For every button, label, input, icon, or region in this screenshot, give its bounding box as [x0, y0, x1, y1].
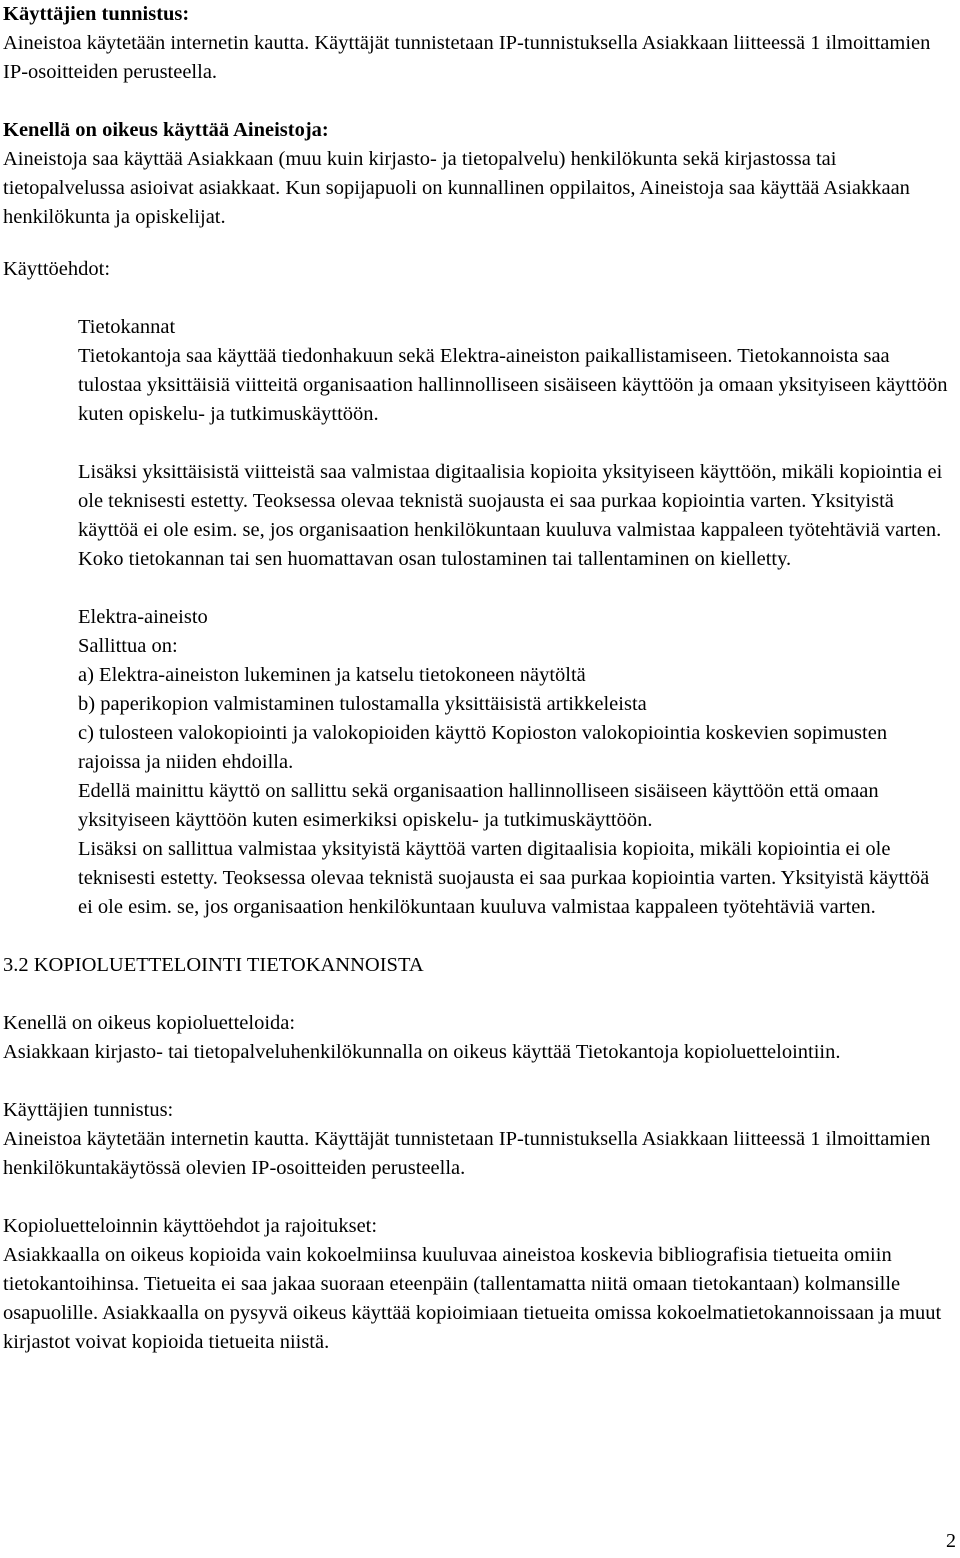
databases-heading: Tietokannat: [78, 316, 176, 338]
elektra-paragraph-1: Edellä mainittu käyttö on sallittu sekä organisaation hallinnolliseen sisäiseen käyttöön että omaan yksityiseen käyttöön kuten esimerkiksi opiskelu- ja tutkimuskäyttöön.: [78, 780, 879, 831]
copy-cataloguing-rights-heading: Kenellä on oikeus kopioluetteloida:: [3, 1012, 296, 1034]
databases-paragraph-2: Lisäksi yksittäisistä viitteistä saa valmistaa digitaalisia kopioita yksityiseen käyttöön, mikäli kopiointia ei ole teknisesti estetty. Teoksessa olevaa teknistä suojausta ei saa purkaa kopiointia varten. Yksityistä käyttöä ei ole esim. se, jos organisaation henkilökuntaan kuuluva valmistaa kappaleen työtehtäviä varten. Koko tietokannan tai sen huomattavan osan tulostaminen tai tallentaminen on kielletty.: [78, 461, 943, 570]
section-3-2-title: 3.2 KOPIOLUETTELOINTI TIETOKANNOISTA: [3, 954, 424, 976]
elektra-item-b: b) paperikopion valmistaminen tulostamalla yksittäisistä artikkeleista: [78, 693, 647, 715]
user-identification-heading-2: Käyttäjien tunnistus:: [3, 1099, 174, 1121]
user-identification-text: Aineistoa käytetään internetin kautta. Käyttäjät tunnistetaan IP-tunnistuksella Asiakkaan liitteessä 1 ilmoittamien IP-osoitteiden perusteella.: [3, 32, 931, 83]
usage-rights-heading: Kenellä on oikeus käyttää Aineistoja:: [3, 119, 329, 141]
user-identification-heading: Käyttäjien tunnistus:: [3, 3, 190, 25]
copy-cataloguing-terms-heading: Kopioluetteloinnin käyttöehdot ja rajoitukset:: [3, 1215, 378, 1237]
elektra-item-a: a) Elektra-aineiston lukeminen ja katselu tietokoneen näytöltä: [78, 664, 586, 686]
elektra-allowed-label: Sallittua on:: [78, 635, 178, 657]
databases-paragraph-1: Tietokantoja saa käyttää tiedonhakuun sekä Elektra-aineiston paikallistamiseen. Tietokannoista saa tulostaa yksittäisiä viitteitä organisaation hallinnolliseen sisäiseen käyttöön ja omaan yksityiseen käyttöön kuten opiskelu- ja tutkimuskäyttöön.: [78, 345, 948, 425]
copy-cataloguing-rights-text: Asiakkaan kirjasto- tai tietopalveluhenkilökunnalla on oikeus käyttää Tietokantoja kopioluettelointiin.: [3, 1041, 841, 1063]
terms-of-use-heading: Käyttöehdot:: [3, 258, 111, 280]
elektra-heading: Elektra-aineisto: [78, 606, 208, 628]
user-identification-text-2: Aineistoa käytetään internetin kautta. Käyttäjät tunnistetaan IP-tunnistuksella Asiakkaan liitteessä 1 ilmoittamien henkilökuntakäytössä olevien IP-osoitteiden perusteella.: [3, 1128, 931, 1179]
usage-rights-text: Aineistoja saa käyttää Asiakkaan (muu kuin kirjasto- ja tietopalvelu) henkilökunta sekä kirjastossa tai tietopalvelussa asioivat asiakkaat. Kun sopijapuoli on kunnallinen oppilaitos, Aineistoja saa käyttää Asiakkaan henkilökunta ja opiskelijat.: [3, 148, 910, 228]
elektra-item-c: c) tulosteen valokopiointi ja valokopioiden käyttö Kopioston valokopiointia koskevien sopimusten rajoissa ja niiden ehdoilla.: [78, 722, 888, 773]
databases-section: [78, 313, 949, 922]
copy-cataloguing-terms-text: Asiakkaalla on oikeus kopioida vain kokoelmiinsa kuuluvaa aineistoa koskevia bibliografisia tietueita omiin tietokantoihinsa. Tietueita ei saa jakaa suoraan eteenpäin (tallentamatta niitä omaan tietokantaan) kolmansille osapuolille. Asiakkaalla on pysyvä oikeus käyttää kopioimiaan tietueita omissa kokoelmatietokannoissaan ja muut kirjastot voivat kopioida tietueita niistä.: [3, 1244, 942, 1353]
elektra-paragraph-2: Lisäksi on sallittua valmistaa yksityistä käyttöä varten digitaalisia kopioita, mikäli kopiointia ei ole teknisesti estetty. Teoksessa olevaa teknistä suojausta ei saa purkaa kopiointia varten. Yksityistä käyttöä ei ole esim. se, jos organisaation henkilökuntaan kuuluva valmistaa kappaleen työtehtäviä varten.: [78, 838, 930, 918]
document-page: [3, 0, 949, 1357]
page-number: 2: [946, 1530, 956, 1552]
